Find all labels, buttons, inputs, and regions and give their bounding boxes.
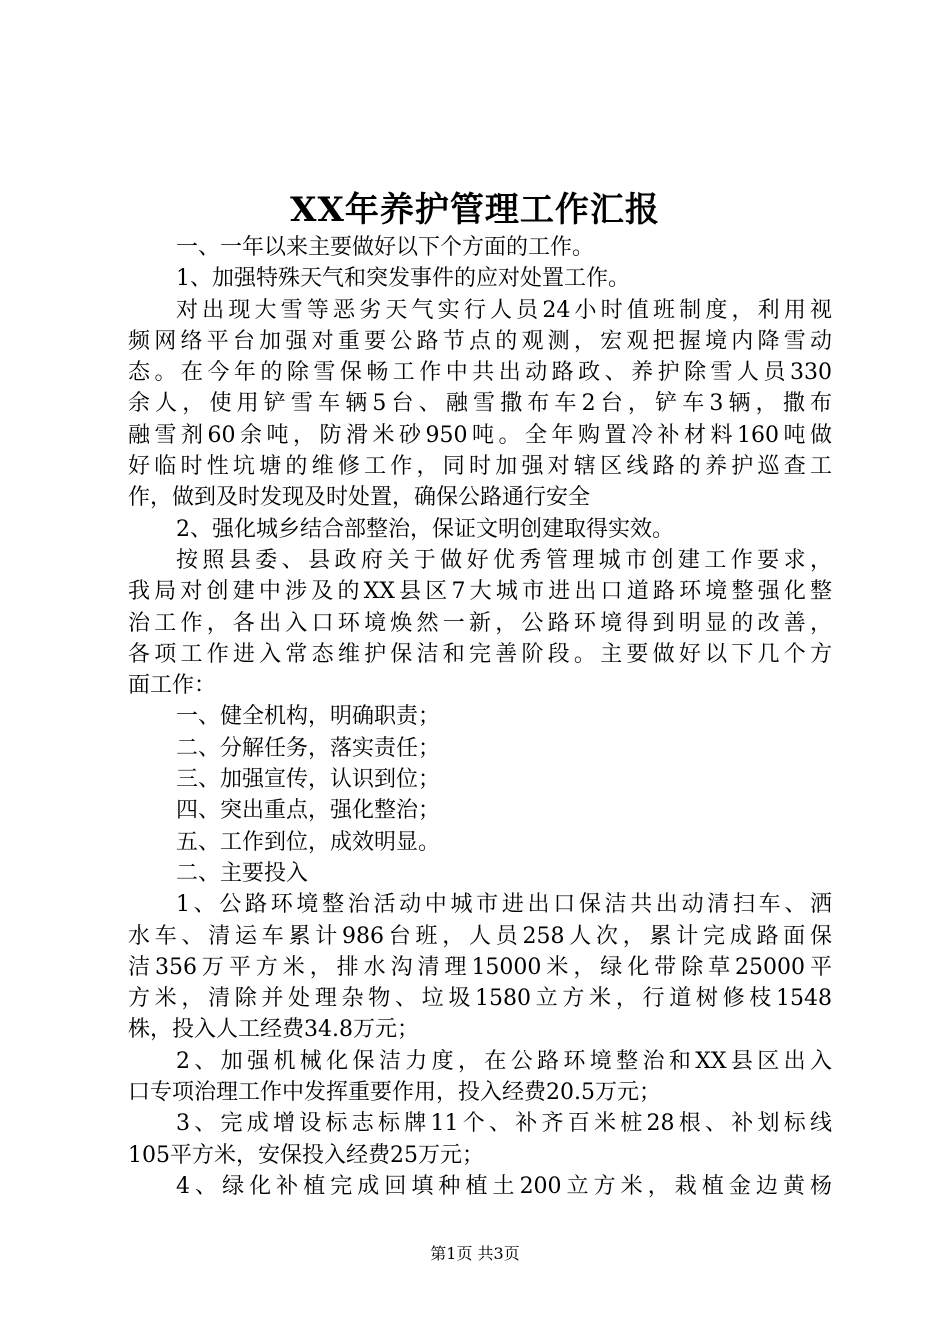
paragraph-line: 对出现大雪等恶劣天气实行人员24小时值班制度，利用视 bbox=[176, 297, 832, 323]
subsection-heading: 2、强化城乡结合部整治，保证文明创建取得实效。 bbox=[176, 516, 674, 542]
list-item: 五、工作到位，成效明显。 bbox=[176, 829, 441, 855]
paragraph-line: 方米，清除并处理杂物、垃圾1580立方米，行道树修枝1548 bbox=[128, 986, 832, 1012]
list-item: 一、健全机构，明确职责； bbox=[176, 704, 441, 730]
paragraph-line: 态。在今年的除雪保畅工作中共出动路政、养护除雪人员330 bbox=[128, 360, 832, 386]
document-title: XX年养护管理工作汇报 bbox=[290, 190, 660, 230]
list-item: 四、突出重点，强化整治； bbox=[176, 798, 441, 824]
paragraph-line: 水车、清运车累计986台班，人员258人次，累计完成路面保 bbox=[128, 923, 832, 949]
paragraph-line: 口专项治理工作中发挥重要作用，投入经费20.5万元； bbox=[128, 1080, 661, 1106]
paragraph-line: 3、完成增设标志标牌11个、补齐百米桩28根、补划标线 bbox=[176, 1111, 832, 1137]
paragraph-line: 105平方米，安保投入经费25万元； bbox=[128, 1142, 484, 1168]
paragraph-line: 治工作，各出入口环境焕然一新，公路环境得到明显的改善， bbox=[128, 610, 832, 636]
list-item: 二、分解任务，落实责任； bbox=[176, 735, 441, 761]
subsection-heading: 1、加强特殊天气和突发事件的应对处置工作。 bbox=[176, 266, 630, 292]
page-number-footer: 第1页 共3页 bbox=[430, 1244, 520, 1263]
paragraph-line: 面工作： bbox=[128, 673, 217, 699]
paragraph-line: 余人，使用铲雪车辆5台、融雪撒布车2台，铲车3辆，撒布 bbox=[128, 391, 832, 417]
paragraph-line: 1、公路环境整治活动中城市进出口保洁共出动清扫车、洒 bbox=[176, 892, 832, 918]
paragraph-line: 融雪剂60余吨，防滑米砂950吨。全年购置冷补材料160吨做 bbox=[128, 422, 832, 448]
paragraph-line: 按照县委、县政府关于做好优秀管理城市创建工作要求， bbox=[176, 547, 832, 573]
paragraph-line: 好临时性坑塘的维修工作，同时加强对辖区线路的养护巡查工 bbox=[128, 454, 832, 480]
section-heading: 一、一年以来主要做好以下个方面的工作。 bbox=[176, 235, 595, 260]
paragraph-line: 洁356万平方米，排水沟清理15000米，绿化带除草25000平 bbox=[128, 954, 832, 980]
section-heading: 二、主要投入 bbox=[176, 860, 309, 886]
paragraph-line: 株，投入人工经费34.8万元； bbox=[128, 1017, 419, 1043]
document-body bbox=[128, 232, 832, 1202]
paragraph-line: 我局对创建中涉及的XX县区7大城市进出口道路环境整强化整 bbox=[128, 579, 832, 605]
list-item: 三、加强宣传，认识到位； bbox=[176, 767, 441, 793]
paragraph-line: 频网络平台加强对重要公路节点的观测，宏观把握境内降雪动 bbox=[128, 328, 832, 354]
paragraph-line: 2、加强机械化保洁力度，在公路环境整治和XX县区出入 bbox=[176, 1048, 832, 1074]
paragraph-line: 作，做到及时发现及时处置，确保公路通行安全 bbox=[128, 485, 591, 511]
paragraph-line: 4、绿化补植完成回填种植土200立方米，栽植金边黄杨 bbox=[176, 1173, 832, 1199]
paragraph-line: 各项工作进入常态维护保洁和完善阶段。主要做好以下几个方 bbox=[128, 641, 832, 667]
